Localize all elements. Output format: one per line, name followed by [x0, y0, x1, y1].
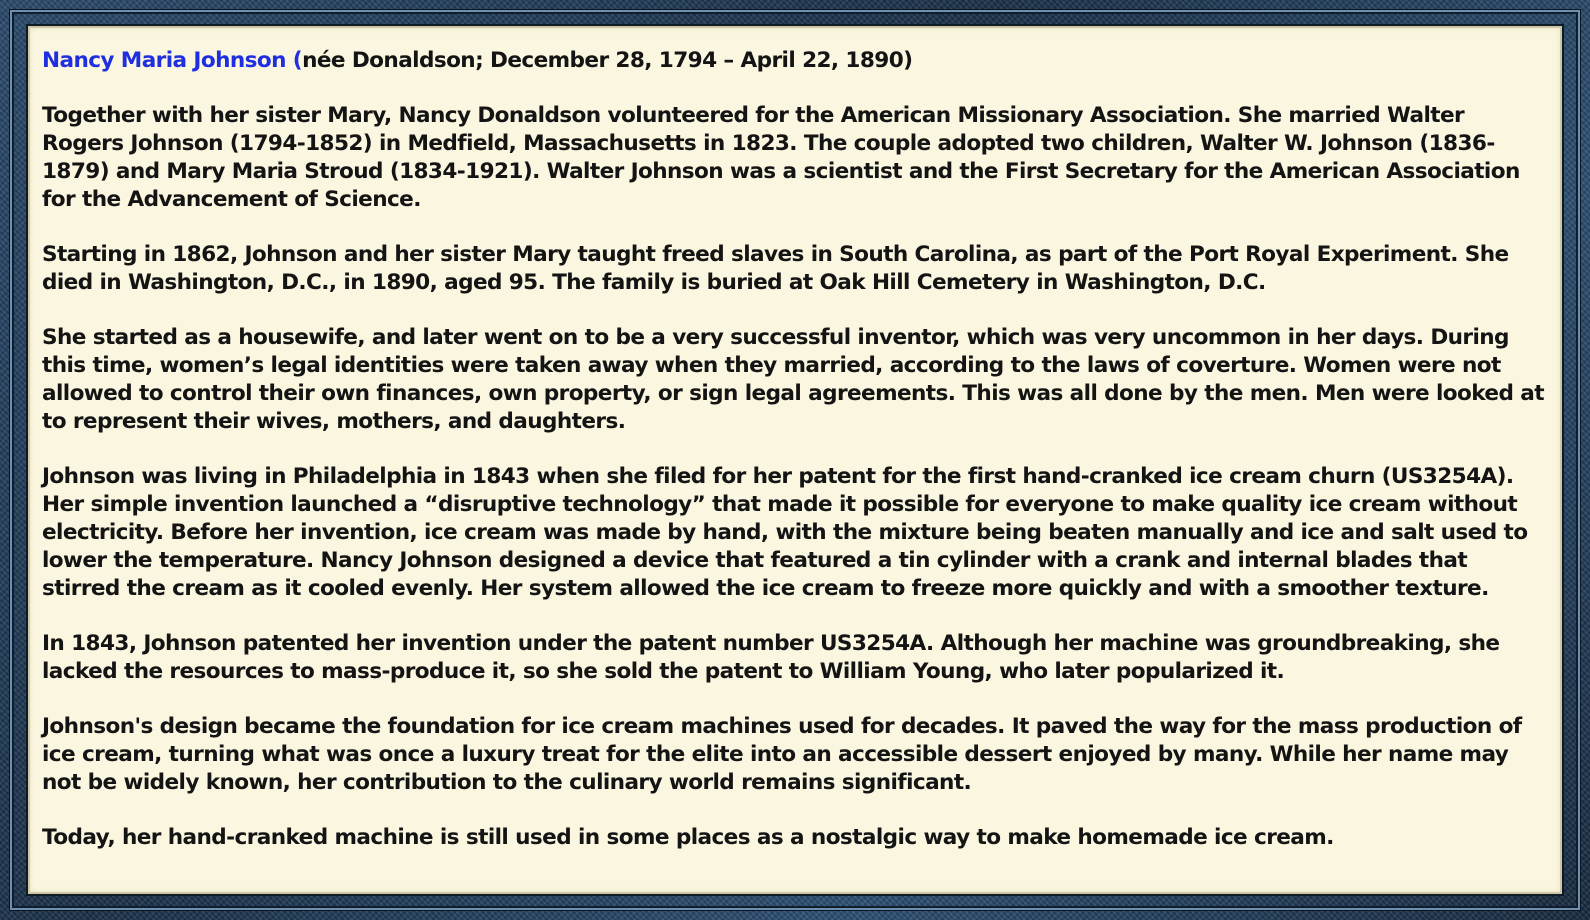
- biography-content: [42, 47, 1550, 879]
- heading-details: née Donaldson; December 28, 1794 – April 22, 1890): [302, 48, 913, 73]
- heading-name: Nancy Maria Johnson (: [42, 48, 303, 73]
- paragraph-patent: In 1843, Johnson patented her invention under the patent number US3254A. Although her machine was groundbreaking, she lacked the resources to mass-produce it, so she sold the patent to William Young, who later popularized it.: [42, 631, 1500, 684]
- heading: [42, 47, 1550, 75]
- paragraph-port-royal: Starting in 1862, Johnson and her sister Mary taught freed slaves in South Carolina, as part of the Port Royal Experiment. She died in Washington, D.C., in 1890, aged 95. The family is buried at Oak Hill Cemetery in Washington, D.C.: [42, 242, 1509, 295]
- paragraph-today: Today, her hand-cranked machine is still used in some places as a nostalgic way to make homemade ice cream.: [42, 825, 1334, 850]
- text-panel: [28, 26, 1562, 894]
- paragraph-invention: Johnson was living in Philadelphia in 1843 when she filed for her patent for the first hand-cranked ice cream churn (US3254A). Her simple invention launched a “disruptive technology” that made it possible for everyone to make quality ice cream without electricity. Before her invention, ice cream was made by hand, with the mixture being beaten manually and ice and salt used to lower the temperature. Nancy Johnson designed a device that featured a tin cylinder with a crank and internal blades that stirred the cream as it cooled evenly. Her system allowed the ice cream to freeze more quickly and with a smoother texture.: [42, 464, 1528, 601]
- paragraph-legacy: Johnson's design became the foundation for ice cream machines used for decades. It paved the way for the mass production of ice cream, turning what was once a luxury treat for the elite into an accessible dessert enjoyed by many. While her name may not be widely known, her contribution to the culinary world remains significant.: [42, 714, 1522, 795]
- paragraph-coverture: She started as a housewife, and later went on to be a very successful inventor, which was very uncommon in her days. During this time, women’s legal identities were taken away when they married, according to the laws of coverture. Women were not allowed to control their own finances, own property, or sign legal agreements. This was all done by the men. Men were looked at to represent their wives, mothers, and daughters.: [42, 325, 1544, 434]
- paragraph-family: Together with her sister Mary, Nancy Donaldson volunteered for the American Missionary Association. She married Walter Rogers Johnson (1794-1852) in Medfield, Massachusetts in 1823. The couple adopted two children, Walter W. Johnson (1836-1879) and Mary Maria Stroud (1834-1921). Walter Johnson was a scientist and the First Secretary for the American Association for the Advancement of Science.: [42, 103, 1520, 212]
